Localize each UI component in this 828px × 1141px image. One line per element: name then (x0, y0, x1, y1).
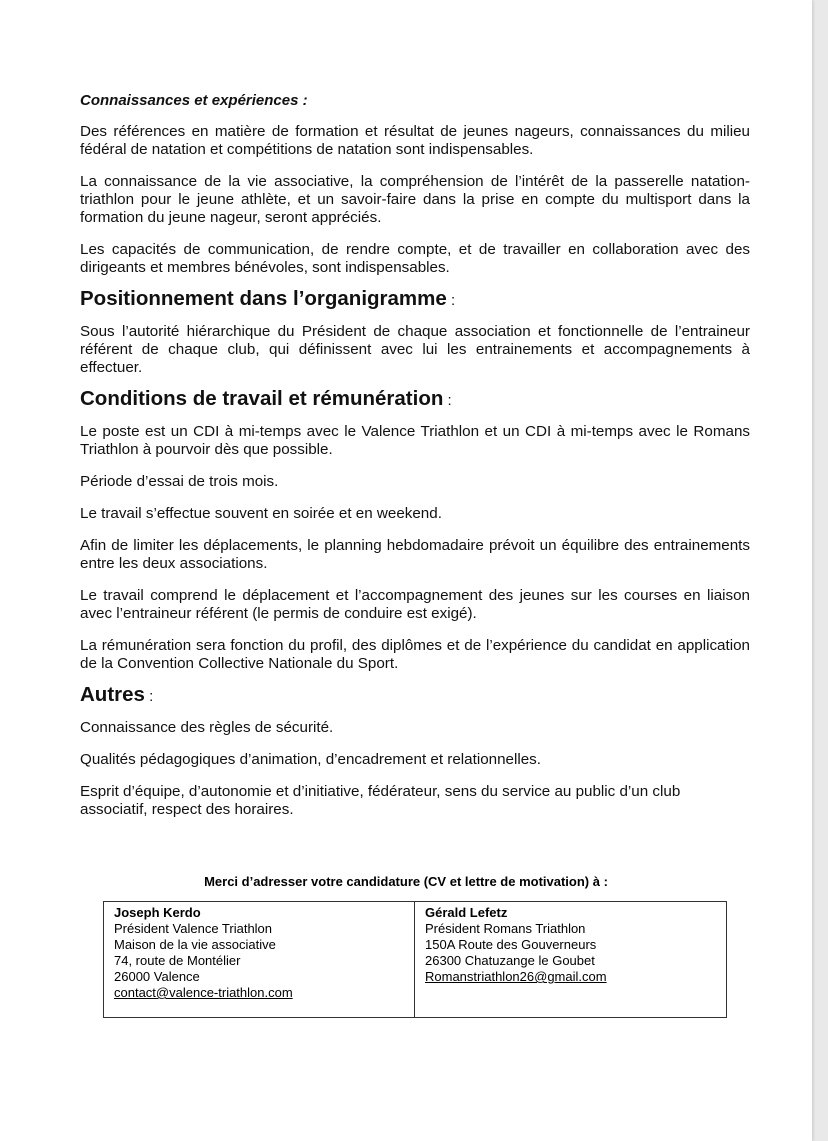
positioning-heading: Positionnement dans l’organigramme : (80, 287, 456, 310)
others-paragraph-3: Esprit d’équipe, d’autonomie et d’initiative, fédérateur, sens du service au public d’un club associatif, respect des horaires. (80, 783, 681, 818)
contact-romans (415, 902, 726, 1017)
conditions-paragraph-5: Le travail comprend le déplacement et l’accompagnement des jeunes sur les courses en liaison avec l’entraineur référent (le permis de conduire est exigé). (80, 587, 750, 622)
others-heading: Autres : (80, 683, 154, 706)
contact-role: Président Romans Triathlon (425, 921, 586, 936)
conditions-heading: Conditions de travail et rémunération : (80, 387, 452, 410)
knowledge-paragraph-1: Des références en matière de formation et résultat de jeunes nageurs, connaissances du milieu fédéral de natation et compétitions de natation sont indispensables. (80, 123, 750, 158)
contact-valence (104, 902, 415, 1017)
conditions-paragraph-4: Afin de limiter les déplacements, le planning hebdomadaire prévoit un équilibre des entrainements entre les deux associations. (80, 537, 750, 572)
application-heading: Merci d’adresser votre candidature (CV et lettre de motivation) à : (204, 874, 608, 889)
conditions-paragraph-2: Période d’essai de trois mois. (80, 473, 279, 490)
others-paragraph-1: Connaissance des règles de sécurité. (80, 719, 334, 736)
contact-address-line: 150A Route des Gouverneurs (425, 937, 597, 952)
contact-email-link[interactable]: Romanstriathlon26@gmail.com (425, 969, 607, 984)
conditions-paragraph-6: La rémunération sera fonction du profil, des diplômes et de l’expérience du candidat en application de la Convention Collective Nationale du Sport. (80, 637, 750, 672)
document-content (80, 92, 750, 833)
knowledge-paragraph-2: La connaissance de la vie associative, la compréhension de l’intérêt de la passerelle natation-triathlon pour le jeune athlète, et un savoir-faire dans la prise en compte du multisport dans la formation du jeune nageur, seront appréciés. (80, 173, 750, 226)
knowledge-heading: Connaissances et expériences : (80, 92, 308, 109)
conditions-paragraph-3: Le travail s’effectue souvent en soirée et en weekend. (80, 505, 442, 522)
contact-name: Joseph Kerdo (114, 905, 201, 920)
others-paragraph-2: Qualités pédagogiques d’animation, d’encadrement et relationnelles. (80, 751, 541, 768)
contact-address-line: Maison de la vie associative (114, 937, 276, 952)
knowledge-paragraph-3: Les capacités de communication, de rendre compte, et de travailler en collaboration avec des dirigeants et membres bénévoles, sont indispensables. (80, 241, 750, 276)
contact-city: 26300 Chatuzange le Goubet (425, 953, 595, 968)
contact-address-line: 74, route de Montélier (114, 953, 241, 968)
positioning-paragraph-1: Sous l’autorité hiérarchique du Président de chaque association et fonctionnelle de l’entraineur référent de chaque club, qui définissent avec lui les entrainements et accompagnements à effectuer. (80, 323, 750, 376)
conditions-paragraph-1: Le poste est un CDI à mi-temps avec le Valence Triathlon et un CDI à mi-temps avec le Romans Triathlon à pourvoir dès que possible. (80, 423, 750, 458)
contact-email-link[interactable]: contact@valence-triathlon.com (114, 985, 293, 1000)
contact-city: 26000 Valence (114, 969, 200, 984)
contact-name: Gérald Lefetz (425, 905, 508, 920)
contacts-table (103, 901, 727, 1018)
contact-role: Président Valence Triathlon (114, 921, 273, 936)
